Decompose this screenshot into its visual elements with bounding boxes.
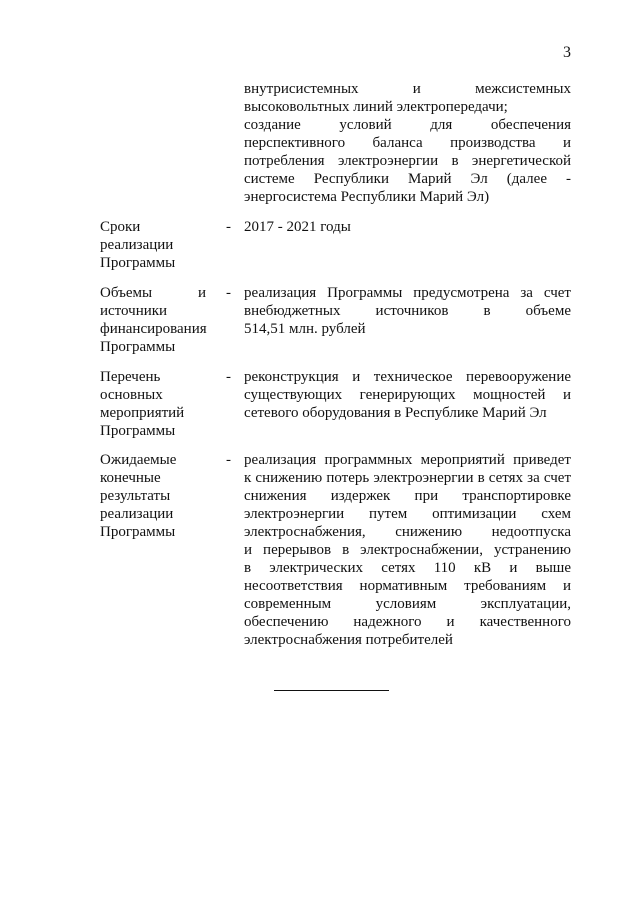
- label-line: Программы: [100, 339, 176, 355]
- continuation-line: системе Республики Марий Эл (далее -: [244, 171, 571, 187]
- label-line: реализации: [100, 237, 174, 253]
- continuation-line: внутрисистемных и межсистемных: [244, 81, 571, 97]
- closing-rule: [274, 690, 389, 691]
- continuation-line: создание условий для обеспечения: [244, 117, 571, 133]
- continuation-line: перспективного баланса производства и: [244, 135, 571, 151]
- value-line: обеспечению надежного и качественного: [244, 614, 571, 630]
- value-line: реализация программных мероприятий приведет: [244, 452, 571, 468]
- section-dash: -: [226, 219, 231, 235]
- value-line: электроэнергии путем оптимизации схем: [244, 506, 571, 522]
- value-line: снижения издержек при транспортировке: [244, 488, 571, 504]
- section-label: [100, 451, 206, 541]
- label-line: мероприятий: [100, 405, 185, 421]
- label-line: Ожидаемые: [100, 452, 177, 468]
- section-dash: -: [226, 285, 231, 301]
- value-line: электроснабжения потребителей: [244, 632, 453, 648]
- label-line: реализации: [100, 506, 174, 522]
- value-line: реализация Программы предусмотрена за счет: [244, 285, 571, 301]
- label-line: основных: [100, 387, 163, 403]
- section-dash: -: [226, 452, 231, 468]
- label-line: Объемы и: [100, 285, 206, 301]
- label-line: источники: [100, 303, 168, 319]
- label-line: конечные: [100, 470, 161, 486]
- value-line: 2017 - 2021 годы: [244, 219, 351, 235]
- page-number: 3: [563, 44, 571, 61]
- section-value: [244, 368, 571, 422]
- value-line: несоответствия нормативным требованиям и: [244, 578, 571, 594]
- value-line: к снижению потерь электроэнергии в сетях за счет: [244, 470, 571, 486]
- label-line: Программы: [100, 255, 176, 271]
- continuation-text: [244, 80, 571, 206]
- value-line: электроснабжения, снижению недоотпуска: [244, 524, 571, 540]
- section-label: [100, 368, 206, 440]
- continuation-line: энергосистема Республики Марий Эл): [244, 189, 490, 205]
- value-line: существующих генерирующих мощностей и: [244, 387, 571, 403]
- section-value: [244, 451, 571, 649]
- label-line: результаты: [100, 488, 171, 504]
- value-line: реконструкция и техническое перевооружение: [244, 369, 571, 385]
- section-label: [100, 284, 206, 356]
- label-line: финансирования: [100, 321, 207, 337]
- section-label: [100, 218, 206, 272]
- label-line: Сроки: [100, 219, 141, 235]
- value-line: современным условиям эксплуатации,: [244, 596, 571, 612]
- continuation-line: потребления электроэнергии в энергетической: [244, 153, 571, 169]
- value-line: сетевого оборудования в Республике Марий Эл: [244, 405, 547, 421]
- label-line: Программы: [100, 524, 176, 540]
- value-line: в электрических сетях 110 кВ и выше: [244, 560, 571, 576]
- section-value: [244, 218, 571, 236]
- value-line: и перерывов в электроснабжении, устранению: [244, 542, 571, 558]
- label-line: Перечень: [100, 369, 161, 385]
- continuation-line: высоковольтных линий электропередачи;: [244, 99, 508, 115]
- label-line: Программы: [100, 423, 176, 439]
- value-line: 514,51 млн. рублей: [244, 321, 366, 337]
- section-value: [244, 284, 571, 338]
- value-line: внебюджетных источников в объеме: [244, 303, 571, 319]
- section-dash: -: [226, 369, 231, 385]
